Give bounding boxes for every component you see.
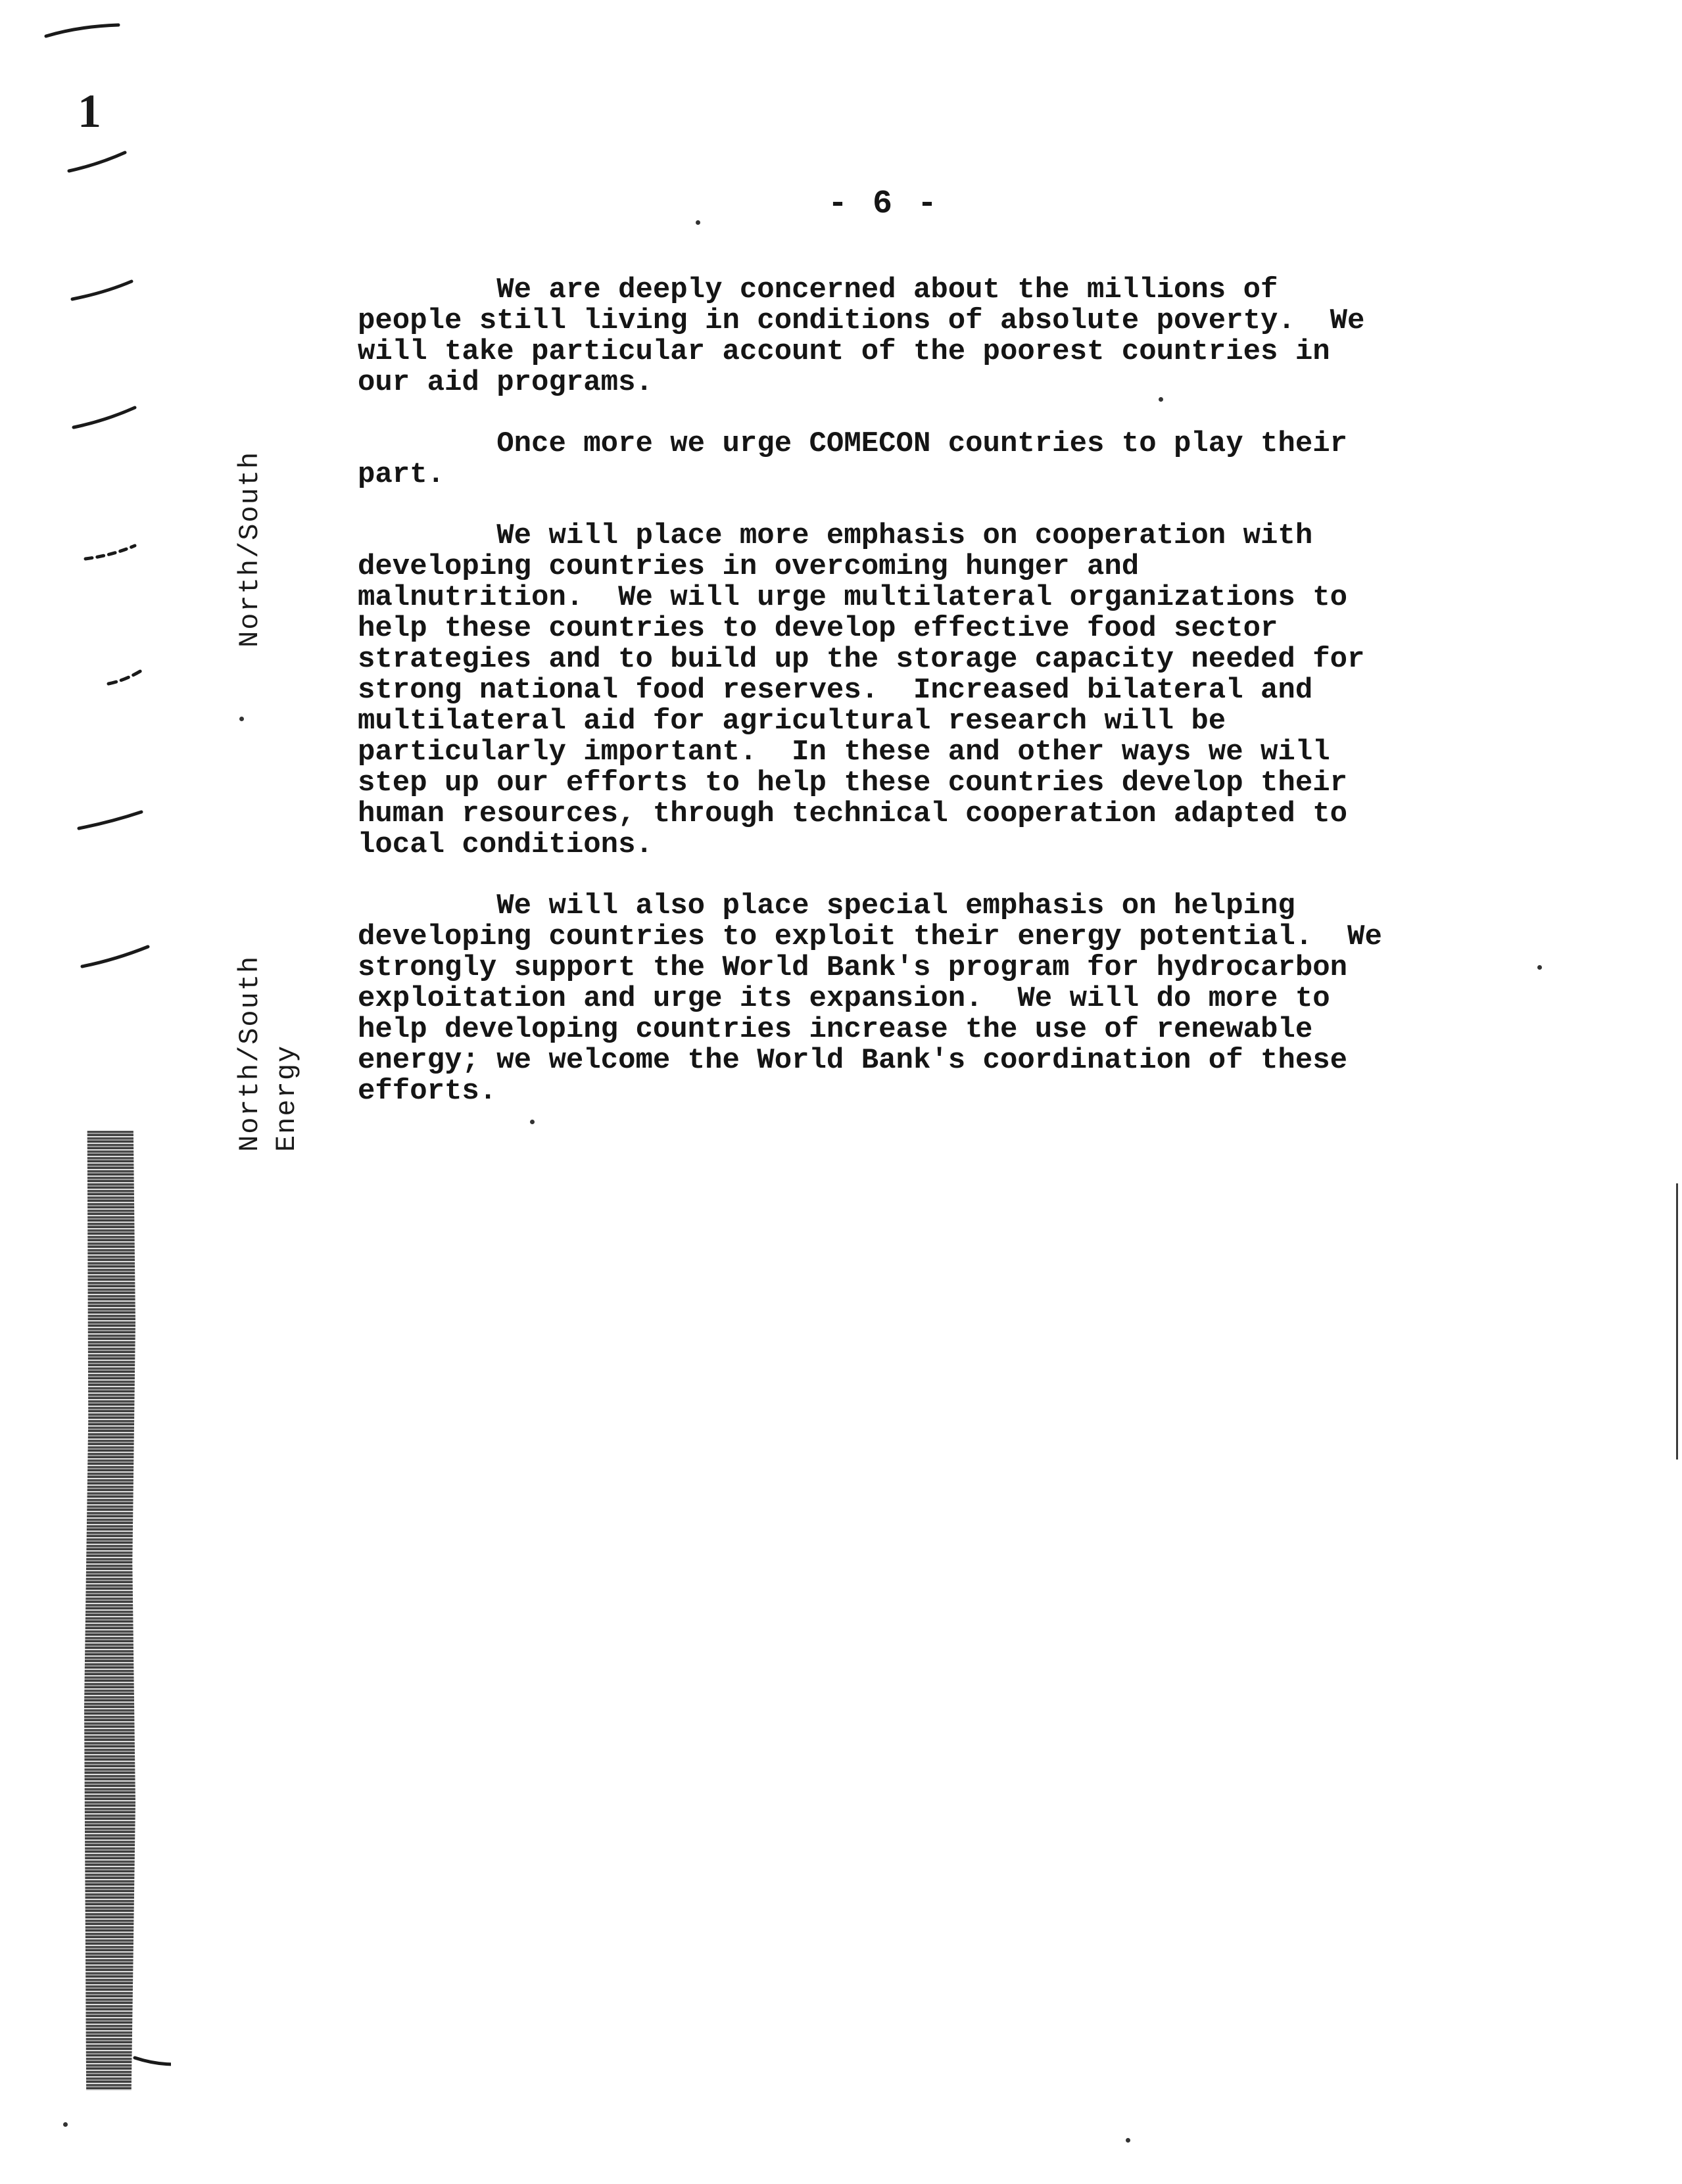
margin-note-north-south-2: North/South <box>234 955 266 1152</box>
binding-edge-marks <box>0 0 171 2181</box>
page-number-text: - 6 - <box>827 185 940 223</box>
paragraph-poverty: We are deeply concerned about the millions of people still living in conditions of absolute poverty. We will take particular account of the poorest countries in our aid programs. <box>358 273 1365 399</box>
speck <box>63 2122 68 2127</box>
margin-note-energy: Energy <box>271 1044 302 1152</box>
speck <box>1537 965 1542 970</box>
paragraph-energy: We will also place special emphasis on helping developing countries to exploit their energy potential. We strongly support the World Bank's program for hydrocarbon exploitation and urge its expansion. We will do more to help developing countries increase the use of renewable energy; we welcome the World Bank's coordination of these efforts. <box>358 890 1382 1108</box>
paragraph-hunger: We will place more emphasis on cooperation with developing countries in overcoming hunger and malnutrition. We will urge multilateral organizations to help these countries to develop effective food sector strategies and to build up the storage capacity needed for strong national food reserves. Increased bilateral and multilateral aid for agricultural research will be particularly important. In these and other ways we will step up our efforts to help these countries develop their human resources, through technical cooperation adapted to local conditions. <box>358 519 1365 861</box>
speck <box>1126 2138 1130 2143</box>
speck <box>530 1120 535 1124</box>
binding-stripe <box>84 1131 135 2091</box>
paragraph-comecon: Once more we urge COMECON countries to play their part. <box>358 427 1348 491</box>
speck <box>1159 397 1163 402</box>
body-text <box>358 275 1528 1107</box>
binding-number: 1 <box>78 85 101 137</box>
speck <box>239 717 244 721</box>
margin-note-north-south: North/South <box>234 450 266 648</box>
page-number <box>0 185 1682 223</box>
right-edge-mark <box>1676 1183 1678 1460</box>
speck <box>696 220 700 225</box>
